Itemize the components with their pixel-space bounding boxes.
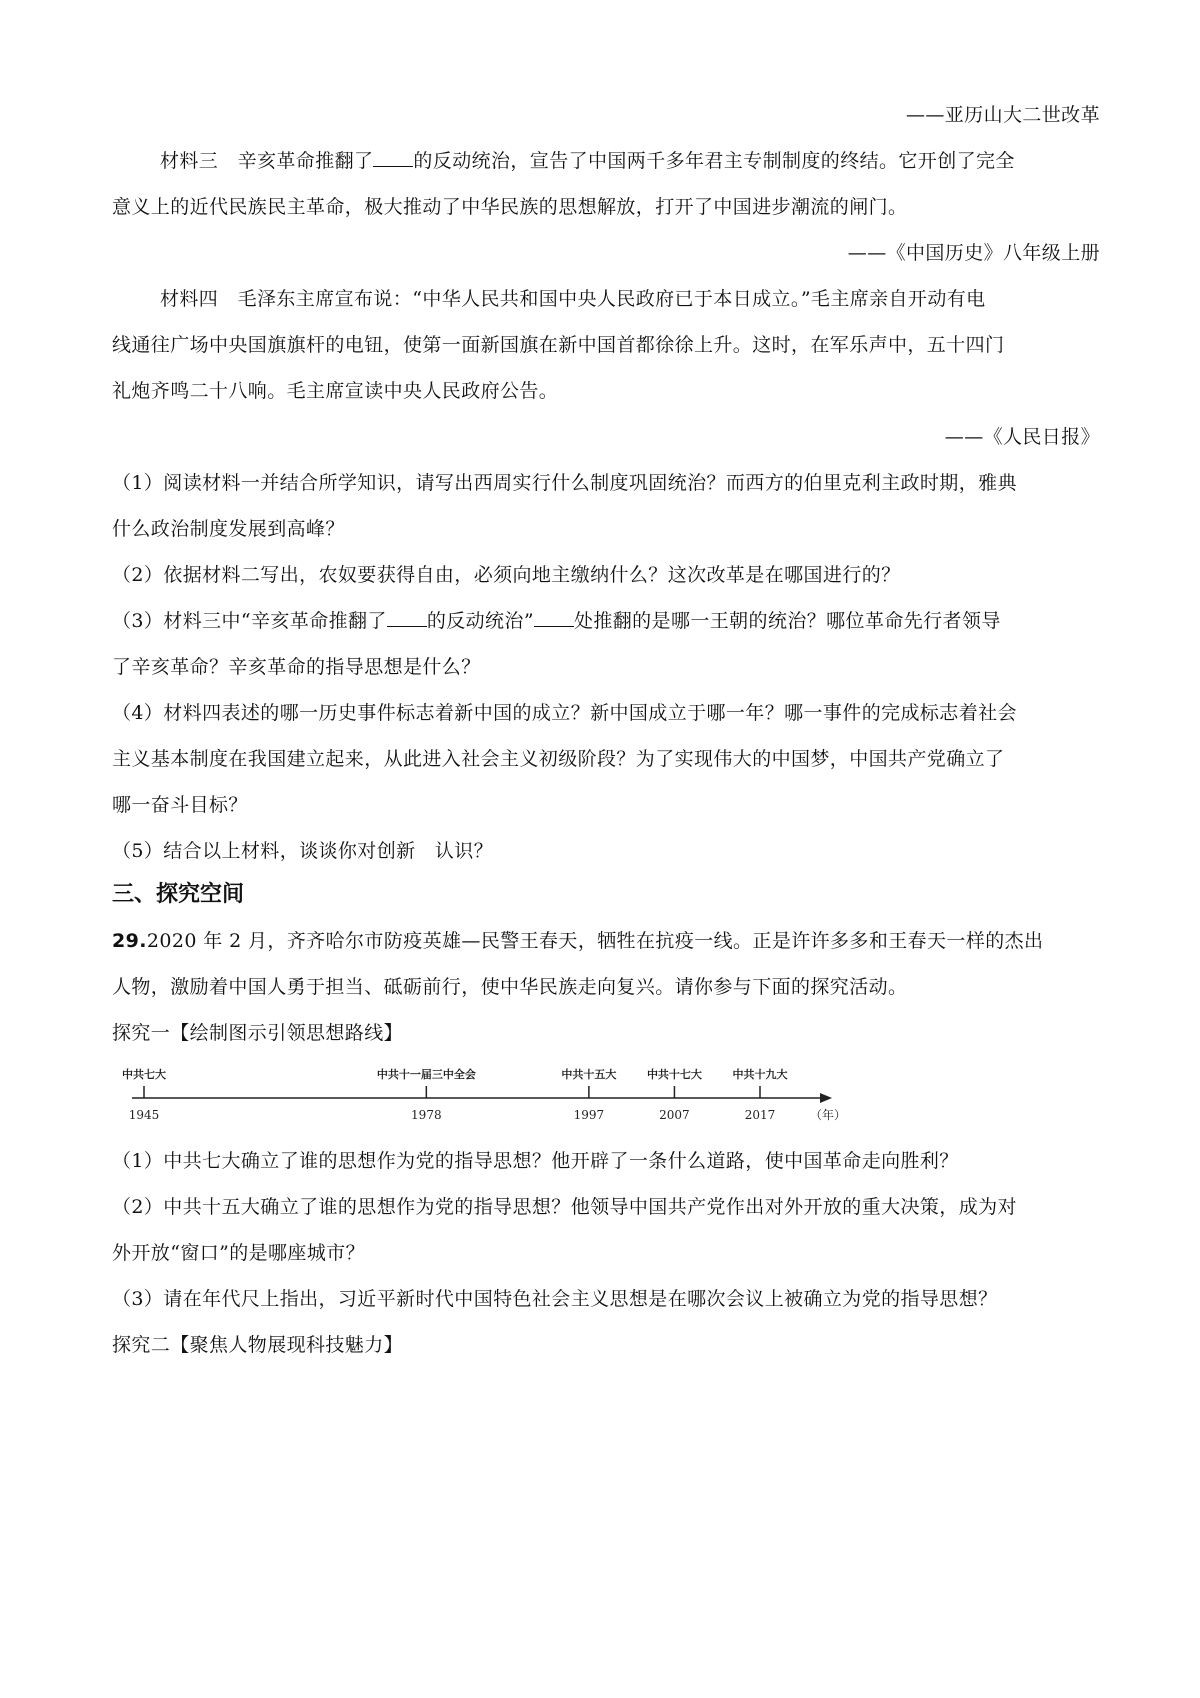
material3-line1-pre: 材料三 辛亥革命推翻了 (160, 150, 374, 172)
timeline-arrowhead (820, 1093, 832, 1103)
question-28-2: （2）依据材料二写出，农奴要获得自由，必须向地主缴纳什么？这次改革是在哪国进行的？ (112, 564, 901, 586)
question-28-3-part-a: （3）材料三中“辛亥革命推翻了 (112, 610, 387, 632)
material3-line2: 意义上的近代民族民主革命，极大推动了中华民族的思想解放，打开了中国进步潮流的闸门。 (112, 196, 908, 218)
timeline-event-label: 中共十七大 (646, 1068, 702, 1081)
question-29-number: 29. (112, 930, 147, 952)
material2-source: ——亚历山大二世改革 (905, 104, 1100, 126)
material4-source: ——《人民日报》 (944, 426, 1100, 448)
question-28-4-line1: （4）材料四表述的哪一历史事件标志着新中国的成立？新中国成立于哪一年？哪一事件的完成标志着社会 (112, 702, 1017, 724)
timeline-event-label: 中共七大 (122, 1068, 166, 1081)
question-28-1-line1: （1）阅读材料一并结合所学知识，请写出西周实行什么制度巩固统治？而西方的伯里克利主政时期，雅典 (112, 472, 1017, 494)
material4-line1: 材料四 毛泽东主席宣布说：“中华人民共和国中央人民政府已于本日成立。”毛主席亲自开动有电 (160, 288, 986, 310)
question-28-3-part-b: 的反动统治” (426, 610, 534, 632)
question-28-4-line2: 主义基本制度在我国建立起来，从此进入社会主义初级阶段？为了实现伟大的中国梦，中国共产党确立了 (112, 748, 1005, 770)
section-heading: 三、探究空间 (112, 882, 245, 907)
timeline-event-label: 中共十五大 (561, 1068, 617, 1081)
explore-1-question-3: （3）请在年代尺上指出，习近平新时代中国特色社会主义思想是在哪次会议上被确立为党的指导思想？ (112, 1288, 998, 1310)
timeline-diagram (120, 1064, 847, 1126)
explore-1-question-1: （1）中共七大确立了谁的思想作为党的指导思想？他开辟了一条什么道路，使中国革命走向胜利？ (112, 1150, 959, 1172)
question-29-line1 (112, 928, 1043, 954)
timeline-year-label: 1997 (573, 1108, 605, 1122)
fill-in-blank (534, 608, 574, 627)
explore-1-question-2-line2: 外开放“窗口”的是哪座城市？ (112, 1242, 366, 1264)
question-28-3-line1 (112, 608, 1001, 634)
timeline-year-label: 2017 (744, 1108, 776, 1122)
timeline-unit: （年） (810, 1108, 847, 1122)
material4-line2: 线通往广场中央国旗旗杆的电钮，使第一面新国旗在新中国首都徐徐上升。这时，在军乐声中，五十四门 (112, 334, 1005, 356)
explore-1-title: 探究一【绘制图示引领思想路线】 (112, 1022, 404, 1044)
timeline-events (122, 1067, 788, 1122)
timeline-event-label: 中共十九大 (732, 1068, 788, 1081)
material3-line1 (160, 148, 1015, 174)
question-28-3-part-c: 处推翻的是哪一王朝的统治？哪位革命先行者领导 (573, 610, 1001, 632)
question-29-line1-text: 2020 年 2 月，齐齐哈尔市防疫英雄—民警王春天，牺牲在抗疫一线。正是许许多多和王春天一样的杰出 (146, 930, 1044, 952)
explore-2-title: 探究二【聚焦人物展现科技魅力】 (112, 1334, 404, 1356)
fill-in-blank (373, 148, 413, 167)
timeline-year-label: 1945 (128, 1108, 160, 1122)
question-29-line2: 人物，激励着中国人勇于担当、砥砺前行，使中华民族走向复兴。请你参与下面的探究活动。 (112, 976, 908, 998)
timeline-year-label: 2007 (659, 1108, 690, 1122)
question-28-1-line2: 什么政治制度发展到高峰？ (112, 518, 345, 540)
material3-line1-post: 的反动统治，宣告了中国两千多年君主专制制度的终结。它开创了完全 (413, 150, 1015, 172)
material3-source: ——《中国历史》八年级上册 (847, 242, 1100, 264)
material4-line3: 礼炮齐鸣二十八响。毛主席宣读中央人民政府公告。 (112, 380, 559, 402)
explore-1-question-2-line1: （2）中共十五大确立了谁的思想作为党的指导思想？他领导中国共产党作出对外开放的重大决策，成为对 (112, 1196, 1017, 1218)
question-28-5: （5）结合以上材料，谈谈你对创新 认识？ (112, 840, 494, 862)
fill-in-blank (387, 608, 427, 627)
timeline-event-label: 中共十一届三中全会 (376, 1068, 476, 1081)
timeline-year-label: 1978 (411, 1108, 442, 1122)
question-28-4-line3: 哪一奋斗目标？ (112, 794, 248, 816)
question-28-3-line2: 了辛亥革命？辛亥革命的指导思想是什么？ (112, 656, 481, 678)
